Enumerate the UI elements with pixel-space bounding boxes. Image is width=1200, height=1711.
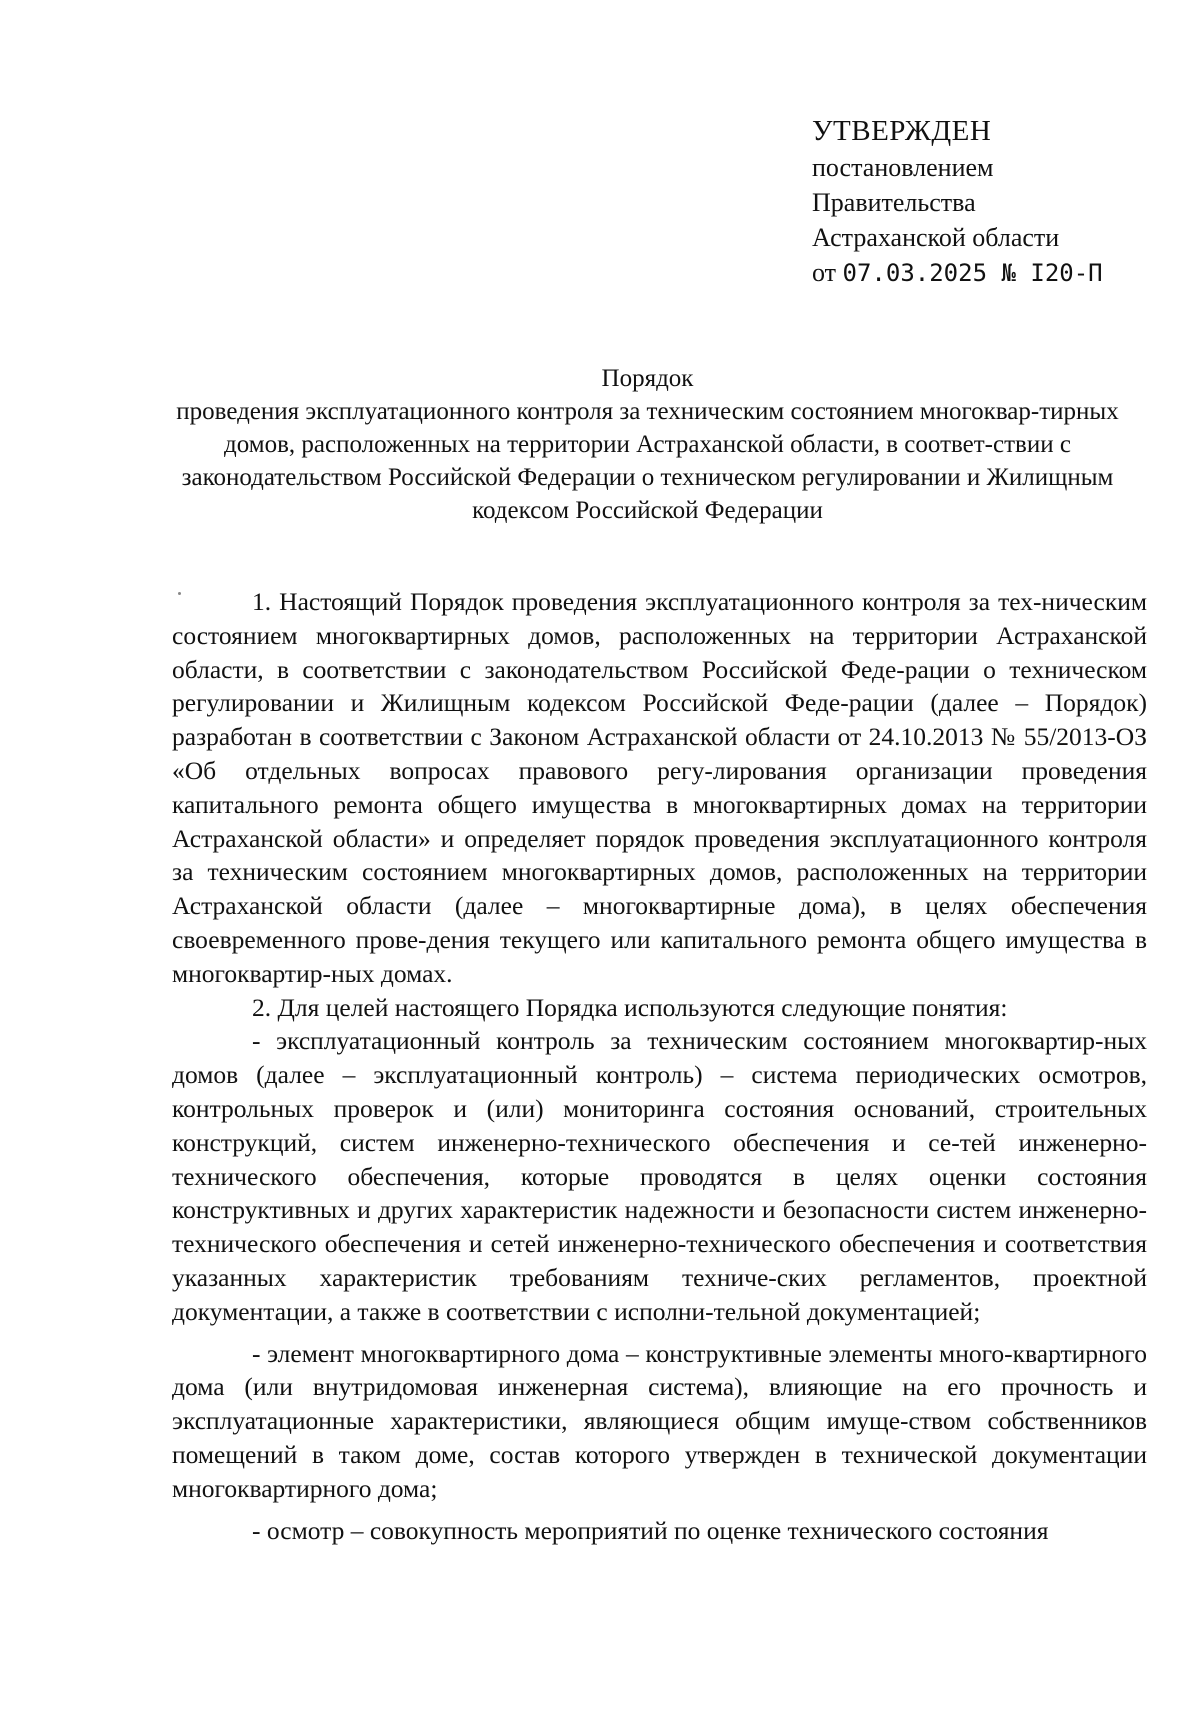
approval-line-2: Правительства — [812, 188, 976, 217]
approval-date-prefix: от — [812, 258, 837, 287]
definition-operational-control: - эксплуатационный контроль за техническим состоянием многоквартир-ных домов (далее – эксплуатационный контроль) – система периодических осмотров, контрольных проверок и (или) мониторинга состояния оснований, строительных конструкций, систем инженерно-технического обеспечения и се-тей инженерно-технического обеспечения, которые проводятся в целях оценки состояния конструктивных и других характеристик надежности и безопасности систем инженерно-технического обеспечения и сетей инженерно-технического обеспечения и соответствия указанных характеристик требованиям техниче-ских регламентов, проектной документации, а также в соответствии с исполни-тельной документацией; — [172, 1026, 1147, 1326]
document-title — [155, 362, 1140, 527]
document-body — [172, 585, 1147, 1547]
definition-building-element: - элемент многоквартирного дома – конструктивные элементы много-квартирного дома (или внутридомовая инженерная система), влияющие на его прочность и эксплуатационные характеристики, являющиеся общим имуще-ством собственников помещений в таком доме, состав которого утвержден в технической документации многоквартирного дома; — [172, 1338, 1147, 1503]
approval-date-number: 07.03.2025 № I20-П — [842, 259, 1103, 287]
approval-heading: УТВЕРЖДЕН — [812, 115, 992, 147]
paragraph-2: 2. Для целей настоящего Порядка используются следующие понятия: — [252, 992, 1008, 1022]
title-subtitle: проведения эксплуатационного контроля за техническим состоянием многоквар-тирных домов, расположенных на территории Астраханской области, в соответ-ствии с законодательством Российской Федерации о техническом регулировании и Жилищным кодексом Российской Федерации — [176, 398, 1119, 524]
paragraph-1: 1. Настоящий Порядок проведения эксплуатационного контроля за тех-ническим состоянием многоквартирных домов, расположенных на территории Астраханской области, в соответствии с законодательством Российской Феде-рации о техническом регулировании и Жилищным кодексом Российской Феде-рации (далее – Порядок) разработан в соответствии с Законом Астраханской области от 24.10.2013 № 55/2013-ОЗ «Об отдельных вопросах правового регу-лирования организации проведения капитального ремонта общего имущества в многоквартирных домах на территории Астраханской области» и определяет порядок проведения эксплуатационного контроля за техническим состоянием многоквартирных домов, расположенных на территории Астраханской области (далее – многоквартирные дома), в целях обеспечения своевременного прове-дения текущего или капитального ремонта общего имущества в многоквартир-ных домах. — [172, 587, 1147, 988]
definition-inspection: - осмотр – совокупность мероприятий по оценке технического состояния — [252, 1515, 1049, 1545]
approval-line-3: Астраханской области — [812, 223, 1060, 252]
approval-line-1: постановлением — [812, 153, 994, 182]
approval-date-line — [812, 255, 1172, 291]
title-word: Порядок — [601, 365, 694, 392]
approval-block — [812, 112, 1172, 291]
